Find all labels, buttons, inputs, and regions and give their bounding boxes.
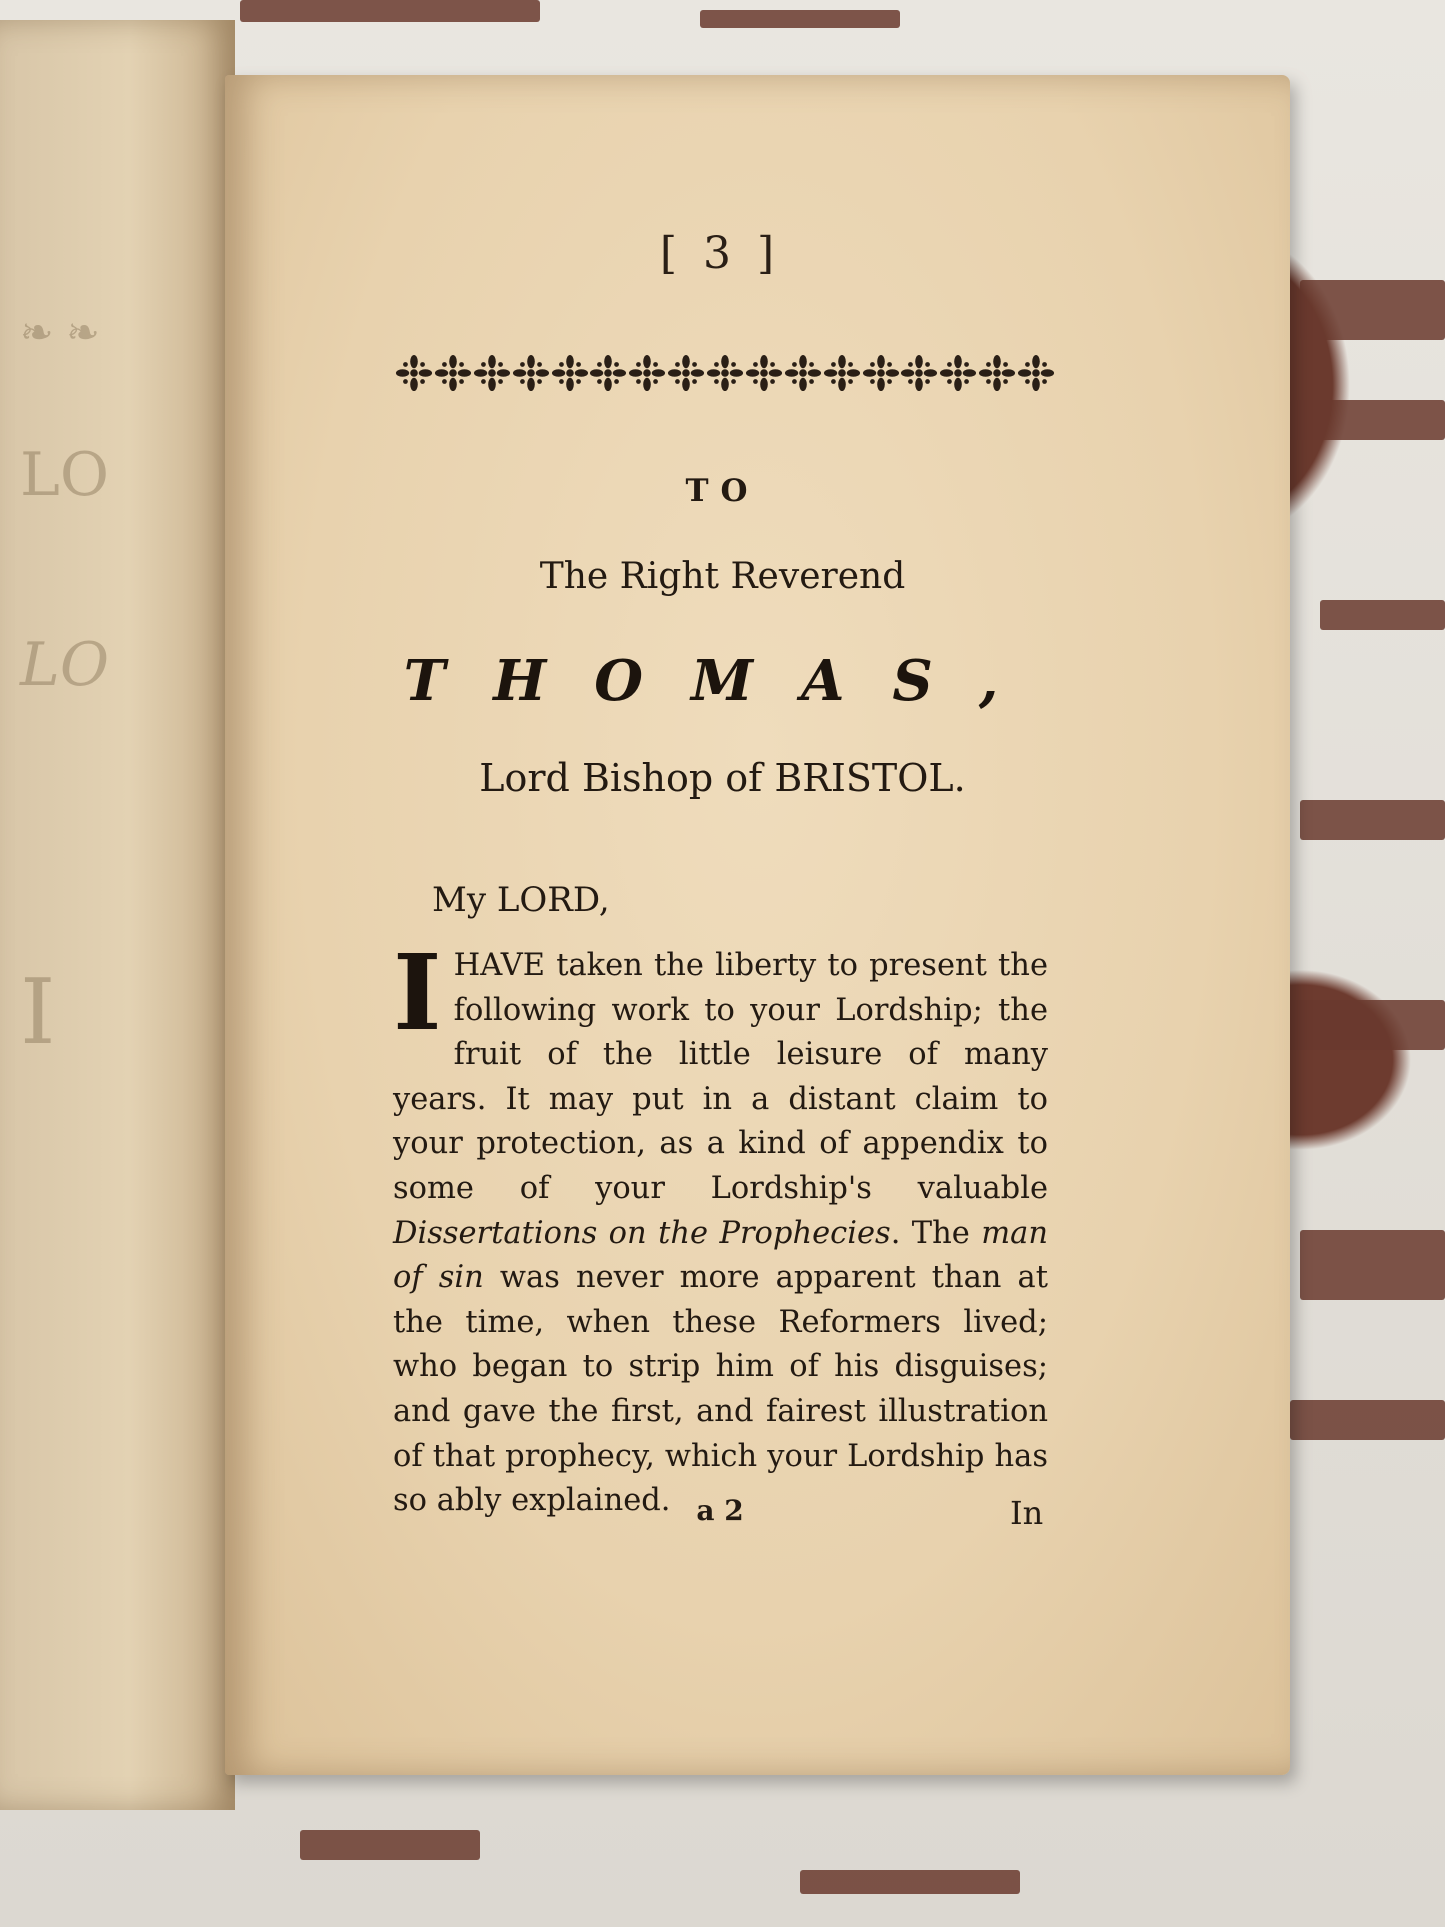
catchword: In xyxy=(1010,1494,1044,1532)
fleuron-icon xyxy=(1017,353,1055,393)
fleuron-icon xyxy=(784,353,822,393)
fleuron-icon xyxy=(900,353,938,393)
fleuron-icon xyxy=(589,353,627,393)
fleuron-border xyxy=(395,350,1055,396)
bleed-through-letters: LO xyxy=(20,630,110,700)
heading-reverend: The Right Reverend xyxy=(539,556,906,597)
fleuron-icon xyxy=(745,353,783,393)
body-text-segment: HAVE taken the liberty to present the following work to your Lordship; the fruit of the little leisure of many years. It may put in a distant claim to your protection, as a kind of appendix to some of your Lordship's valuable xyxy=(393,948,1048,1206)
drop-cap: I xyxy=(393,931,442,1054)
body-text-italic: man of sin xyxy=(393,1215,1049,1296)
left-page xyxy=(0,20,235,1810)
signature-mark: a 2 xyxy=(696,1494,744,1527)
body-text-italic: Dissertations on the Prophecies xyxy=(393,1215,891,1251)
body-text-segment: was never more apparent than at the time, when these Reformers lived; who began to strip him of his disguises; and gave the first, and fairest illustration of that prophecy, which your Lordship has so ably explained. xyxy=(393,1260,1048,1519)
bleed-through-ornament: ❧ ❧ xyxy=(20,310,100,356)
body-text-segment: . The xyxy=(890,1215,982,1251)
page-number: [ 3 ] xyxy=(659,228,781,279)
fleuron-icon xyxy=(706,353,744,393)
heading-bishop: Lord Bishop of BRISTOL. xyxy=(479,756,966,800)
fleuron-icon xyxy=(512,353,550,393)
fleuron-icon xyxy=(434,353,472,393)
bleed-through-letters: LO xyxy=(20,440,110,510)
fleuron-icon xyxy=(473,353,511,393)
bleed-through-letters: I xyxy=(20,960,56,1065)
fleuron-icon xyxy=(939,353,977,393)
fleuron-icon xyxy=(978,353,1016,393)
fleuron-icon xyxy=(395,353,433,393)
dedication-body xyxy=(393,931,1049,1524)
fleuron-icon xyxy=(823,353,861,393)
salutation: My LORD, xyxy=(432,880,610,920)
fleuron-icon xyxy=(667,353,705,393)
heading-name: THOMAS, xyxy=(403,648,1047,714)
heading-to: TO xyxy=(685,473,760,509)
fleuron-icon xyxy=(551,353,589,393)
fleuron-icon xyxy=(628,353,666,393)
fleuron-icon xyxy=(862,353,900,393)
